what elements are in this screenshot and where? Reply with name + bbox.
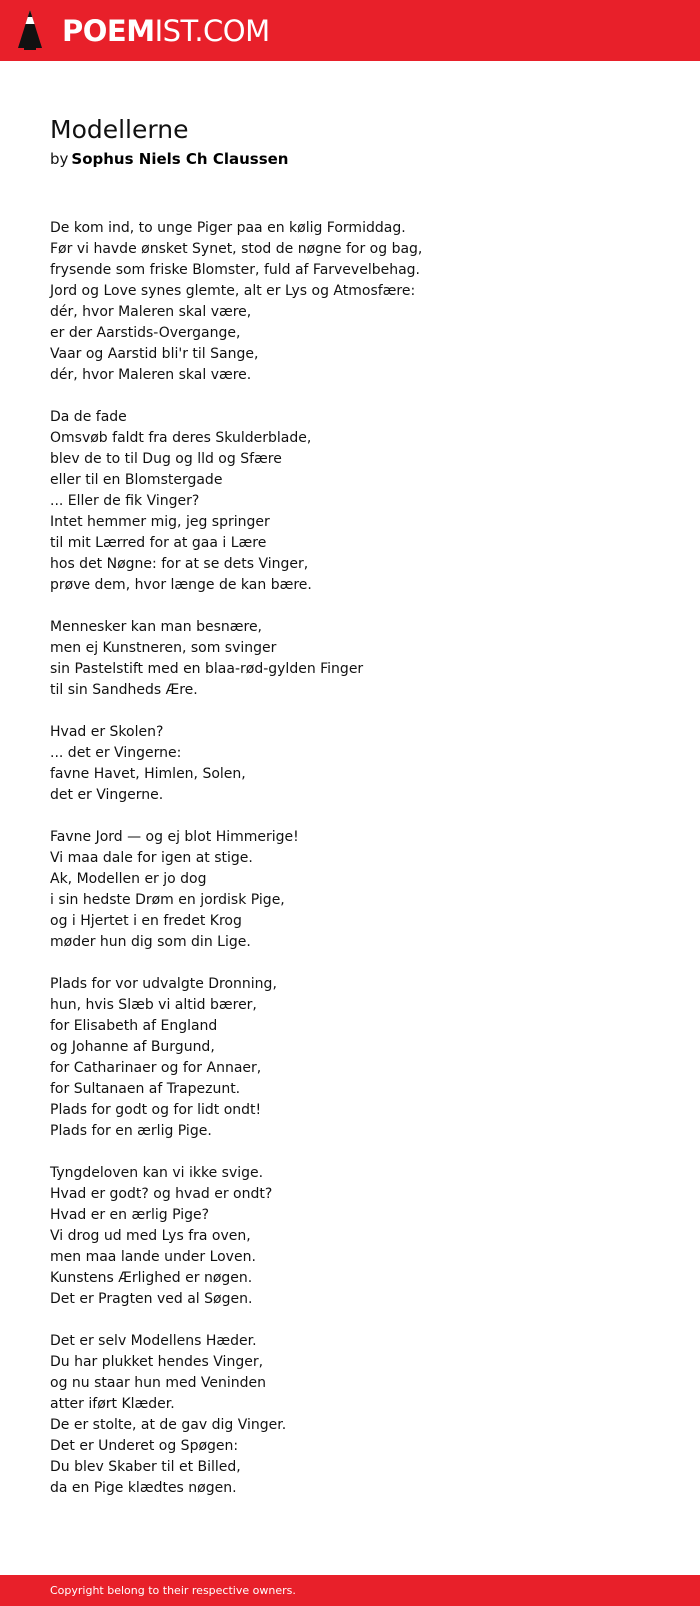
poem-line: Hvad er godt? og hvad er ondt? (50, 1186, 273, 1202)
poem-line: ... Eller de fik Vinger? (50, 493, 200, 509)
stanza (50, 974, 670, 1142)
poem-line: Intet hemmer mig, jeg springer (50, 514, 270, 530)
poem-line: Det er Underet og Spøgen: (50, 1438, 239, 1454)
poem-line: Du blev Skaber til et Billed, (50, 1459, 241, 1475)
poem-line: Da de fade (50, 409, 127, 425)
poem-line: Mennesker kan man besnære, (50, 619, 263, 635)
stanza (50, 827, 670, 953)
poem-line: Hvad er en ærlig Pige? (50, 1207, 210, 1223)
poem-line: hun, hvis Slæb vi altid bærer, (50, 997, 257, 1013)
poem-line: det er Vingerne. (50, 787, 164, 803)
poem-line: til mit Lærred for at gaa i Lære (50, 535, 267, 551)
poem-line: ... det er Vingerne: (50, 745, 182, 761)
poem-line: prøve dem, hvor længe de kan bære. (50, 577, 312, 593)
byline (50, 148, 670, 170)
poem-line: Før vi havde ønsket Synet, stod de nøgne for og bag, (50, 241, 423, 257)
poem-line: for Catharinaer og for Annaer, (50, 1060, 262, 1076)
poem-line: dér, hvor Maleren skal være. (50, 367, 252, 383)
poem-line: Det er selv Modellens Hæder. (50, 1333, 257, 1349)
poem-line: Ak, Modellen er jo dog (50, 871, 207, 887)
poem-line: møder hun dig som din Lige. (50, 934, 251, 950)
poem-line: Tyngdeloven kan vi ikke svige. (50, 1165, 264, 1181)
pencil-icon[interactable] (16, 8, 44, 52)
byline-prefix: by (50, 150, 69, 168)
site-header (0, 0, 700, 61)
poem-line: Kunstens Ærlighed er nøgen. (50, 1270, 253, 1286)
poem-line: Hvad er Skolen? (50, 724, 164, 740)
poem-line: Vi maa dale for igen at stige. (50, 850, 253, 866)
poem-line: Jord og Love synes glemte, alt er Lys og Atmosfære: (50, 283, 416, 299)
poem-line: i sin hedste Drøm en jordisk Pige, (50, 892, 285, 908)
poem-line: favne Havet, Himlen, Solen, (50, 766, 246, 782)
poem-line: De er stolte, at de gav dig Vinger. (50, 1417, 287, 1433)
poem-title: Modellerne (50, 115, 189, 144)
poem-line: og Johanne af Burgund, (50, 1039, 215, 1055)
author-link[interactable]: Sophus Niels Ch Claussen (71, 150, 289, 168)
site-logo[interactable] (62, 13, 270, 49)
copyright-text: Copyright belong to their respective owners. (50, 1584, 296, 1597)
poem-line: Plads for godt og for lidt ondt! (50, 1102, 262, 1118)
poem-text (50, 218, 670, 1499)
poem-line: Plads for en ærlig Pige. (50, 1123, 212, 1139)
poem-line: Det er Pragten ved al Søgen. (50, 1291, 253, 1307)
poem-line: Plads for vor udvalgte Dronning, (50, 976, 277, 992)
poem-line: til sin Sandheds Ære. (50, 682, 198, 698)
poem-line: Vi drog ud med Lys fra oven, (50, 1228, 251, 1244)
poem-line: men ej Kunstneren, som svinger (50, 640, 277, 656)
poem-line: Favne Jord — og ej blot Himmerige! (50, 829, 299, 845)
stanza (50, 722, 670, 806)
poem-line: Du har plukket hendes Vinger, (50, 1354, 264, 1370)
poem-line: er der Aarstids-Overgange, (50, 325, 241, 341)
logo-strong-text: POEM (62, 14, 155, 48)
poem-line: frysende som friske Blomster, fuld af Farvevelbehag. (50, 262, 421, 278)
poem-line: hos det Nøgne: for at se dets Vinger, (50, 556, 309, 572)
poem-line: dér, hvor Maleren skal være, (50, 304, 252, 320)
poem-line: De kom ind, to unge Piger paa en kølig Formiddag. (50, 220, 406, 236)
stanza (50, 1163, 670, 1310)
poem-content (50, 114, 670, 1520)
site-footer (0, 1575, 700, 1606)
stanza (50, 218, 670, 386)
stanza (50, 617, 670, 701)
poem-line: og nu staar hun med Veninden (50, 1375, 267, 1391)
poem-line: Omsvøb faldt fra deres Skulderblade, (50, 430, 312, 446)
stanza (50, 407, 670, 596)
poem-line: blev de to til Dug og lld og Sfære (50, 451, 282, 467)
poem-line: for Sultanaen af Trapezunt. (50, 1081, 241, 1097)
logo-light-text: IST.COM (154, 14, 270, 48)
poem-line: da en Pige klædtes nøgen. (50, 1480, 237, 1496)
stanza (50, 1331, 670, 1499)
poem-line: for Elisabeth af England (50, 1018, 218, 1034)
poem-line: eller til en Blomstergade (50, 472, 223, 488)
poem-line: og i Hjertet i en fredet Krog (50, 913, 242, 929)
poem-line: atter iført Klæder. (50, 1396, 175, 1412)
poem-line: sin Pastelstift med en blaa-rød-gylden Finger (50, 661, 364, 677)
poem-line: men maa lande under Loven. (50, 1249, 256, 1265)
poem-line: Vaar og Aarstid bli'r til Sange, (50, 346, 259, 362)
